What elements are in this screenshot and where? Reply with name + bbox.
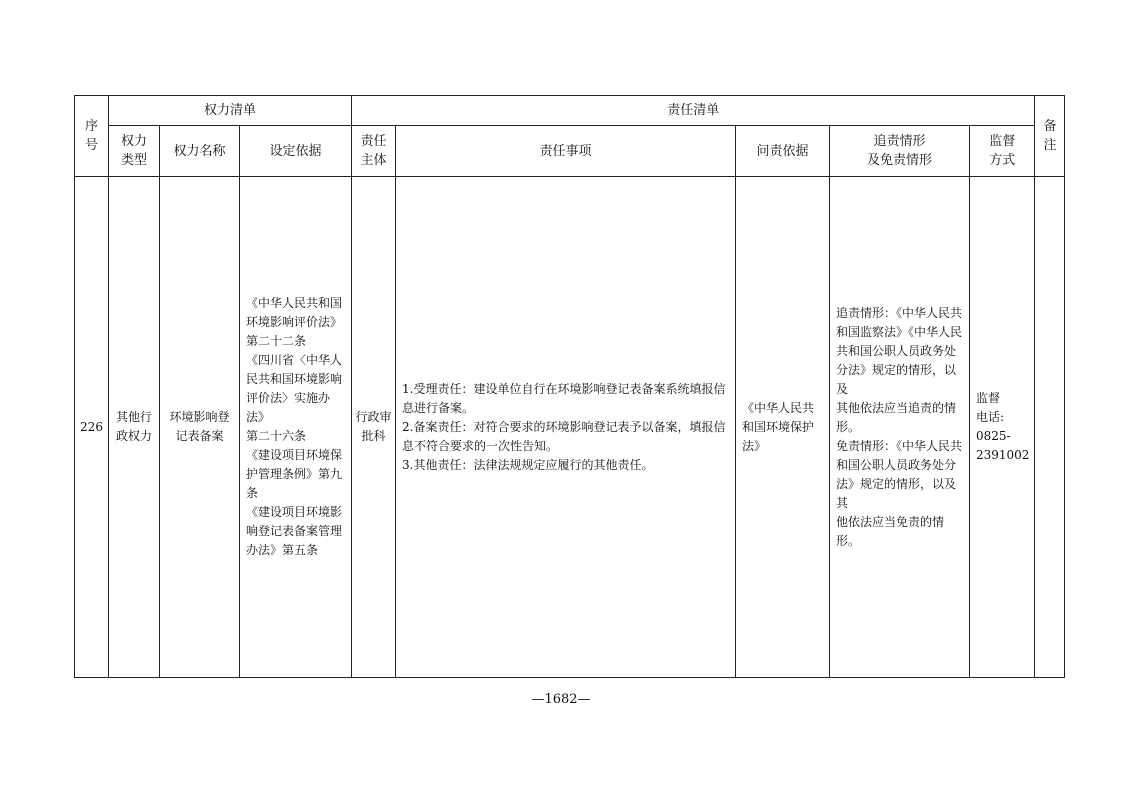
header-supervision: 监督 方式 bbox=[970, 126, 1035, 177]
cell-accountability-basis: 《中华人民共 和国环境保护 法》 bbox=[736, 177, 830, 678]
cell-basis: 《中华人民共和国 环境影响评价法》 第二十二条 《四川省〈中华人 民共和国环境影响 评价法〉实施办法》 第二十六条 《建设项目环境保 护管理条例》第九 条 《建设项目环境影 响登记表备案管理 办法》第五条 bbox=[240, 177, 352, 678]
cell-power-name: 环境影响登 记表备案 bbox=[160, 177, 240, 678]
header-responsibility-list: 责任清单 bbox=[352, 96, 1035, 126]
header-basis: 设定依据 bbox=[240, 126, 352, 177]
cell-pursuit: 追责情形：《中华人民共 和国监察法》《中华人民 共和国公职人员政务处 分法》规定的情形，以及 其他依法应当追责的情 形。 免责情形：《中华人民共 和国公职人员政务处分 法》规定的情形，以及其 他依法应当免责的情形。 bbox=[830, 177, 970, 678]
header-subject: 责任 主体 bbox=[352, 126, 396, 177]
power-responsibility-table bbox=[74, 95, 1065, 678]
cell-power-type: 其他行 政权力 bbox=[109, 177, 160, 678]
header-accountability-basis: 问责依据 bbox=[736, 126, 830, 177]
cell-remarks bbox=[1035, 177, 1065, 678]
table-row bbox=[75, 177, 1065, 678]
header-power-list: 权力清单 bbox=[109, 96, 352, 126]
header-power-type: 权力 类型 bbox=[109, 126, 160, 177]
page-number: —1682— bbox=[531, 692, 591, 707]
header-matters: 责任事项 bbox=[396, 126, 736, 177]
cell-supervision: 监督 电话: 0825- 2391002 bbox=[970, 177, 1035, 678]
header-remarks: 备 注 bbox=[1035, 96, 1065, 177]
header-seq: 序 号 bbox=[75, 96, 109, 177]
header-power-name: 权力名称 bbox=[160, 126, 240, 177]
cell-seq: 226 bbox=[75, 177, 109, 678]
cell-subject: 行政审 批科 bbox=[352, 177, 396, 678]
header-pursuit: 追责情形 及免责情形 bbox=[830, 126, 970, 177]
cell-matters: 1.受理责任：建设单位自行在环境影响登记表备案系统填报信 息进行备案。 2.备案责任：对符合要求的环境影响登记表予以备案，填报信 息不符合要求的一次性告知。 3.其他责任：法律法规规定应履行的其他责任。 bbox=[396, 177, 736, 678]
